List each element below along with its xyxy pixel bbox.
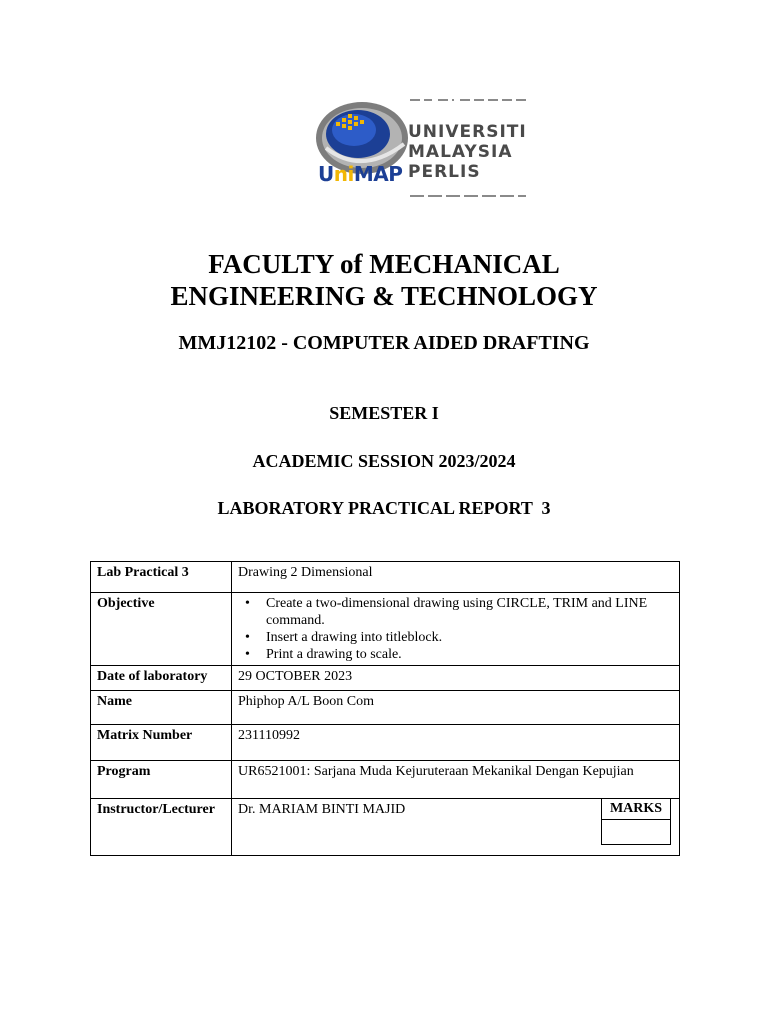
academic-session-heading: ACADEMIC SESSION 2023/2024 — [252, 451, 516, 471]
table-row — [91, 593, 680, 666]
university-name-line: PERLIS — [408, 162, 481, 182]
lab-practical-value: Drawing 2 Dimensional — [232, 562, 680, 593]
table-row — [91, 666, 680, 691]
university-name — [408, 122, 527, 182]
course-title: MMJ12102 - COMPUTER AIDED DRAFTING — [178, 332, 590, 354]
faculty-title-line2: ENGINEERING & TECHNOLOGY — [170, 281, 598, 311]
objective-value — [232, 593, 680, 666]
objective-item: • Print a drawing to scale. — [266, 646, 673, 663]
marks-label: MARKS — [602, 799, 670, 820]
instructor-cell — [232, 799, 680, 856]
matrix-number-value: 231110992 — [232, 725, 680, 761]
table-row — [91, 725, 680, 761]
date-label: Date of laboratory — [91, 666, 232, 691]
instructor-value: Dr. MARIAM BINTI MAJID — [238, 802, 406, 817]
table-row — [91, 562, 680, 593]
instructor-label: Instructor/Lecturer — [91, 799, 232, 856]
university-name-line: UNIVERSITI — [408, 122, 527, 142]
semester-heading: SEMESTER I — [329, 403, 439, 423]
table-row — [91, 691, 680, 725]
matrix-number-label: Matrix Number — [91, 725, 232, 761]
wordmark-prefix: U — [318, 162, 334, 186]
objective-list — [238, 595, 673, 663]
university-name-line: MALAYSIA — [408, 142, 513, 162]
unimap-logo — [314, 94, 526, 202]
program-value: UR6521001: Sarjana Muda Kejuruteraan Mekanikal Dengan Kepujian — [232, 761, 680, 799]
marks-box — [601, 799, 671, 845]
objective-item: • Create a two-dimensional drawing using CIRCLE, TRIM and LINE command. — [266, 595, 673, 629]
faculty-title — [0, 248, 768, 312]
unimap-wordmark — [318, 162, 402, 186]
name-value: Phiphop A/L Boon Com — [232, 691, 680, 725]
table-row — [91, 799, 680, 856]
report-heading: LABORATORY PRACTICAL REPORT 3 — [217, 498, 551, 518]
objective-item: • Insert a drawing into titleblock. — [266, 629, 673, 646]
program-label: Program — [91, 761, 232, 799]
wordmark-accent: ni — [333, 162, 354, 186]
table-row — [91, 761, 680, 799]
wordmark-suffix: MAP — [353, 162, 403, 186]
name-label: Name — [91, 691, 232, 725]
objective-label: Objective — [91, 593, 232, 666]
faculty-title-line1: FACULTY of MECHANICAL — [208, 249, 560, 279]
lab-practical-label: Lab Practical 3 — [91, 562, 232, 593]
date-value: 29 OCTOBER 2023 — [232, 666, 680, 691]
report-info-table — [90, 561, 680, 856]
instructor-wrap — [238, 801, 673, 851]
